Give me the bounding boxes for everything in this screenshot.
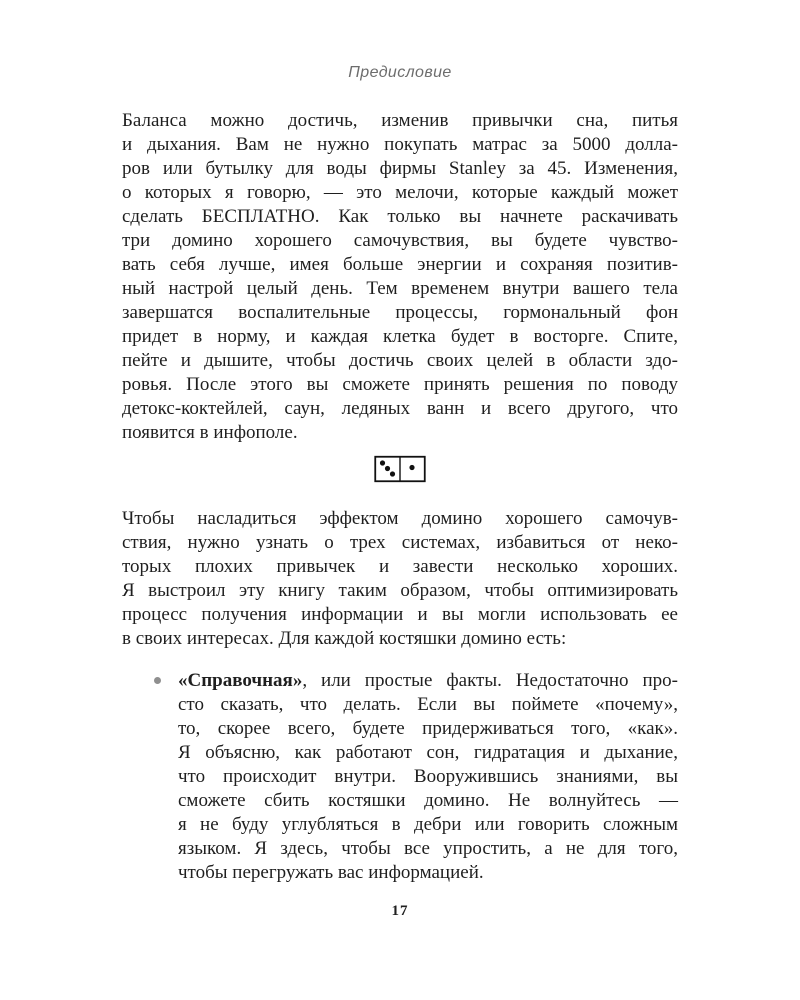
text-line: ный настрой целый день. Тем временем внутри вашего тела [122,278,678,299]
text-line: ровья. После этого вы сможете принять решения по поводу [122,374,678,395]
text-line: в своих интересах. Для каждой костяшки домино есть: [122,628,567,649]
text-line: сто сказать, что делать. Если вы поймете «почему», [178,694,678,715]
text-line: процесс получения информации и вы могли использовать ее [122,604,678,625]
section-divider [122,455,678,483]
text-line: сможете сбить костяшки домино. Не волнуйтесь — [178,790,678,811]
text-line [178,669,678,693]
text-line: Я выстроил эту книгу таким образом, чтобы оптимизировать [122,580,678,601]
body-paragraph [122,109,678,445]
text-line: Я объясню, как работают сон, гидратация и дыхание, [178,742,678,763]
chapter-title: Предисловие [348,64,452,81]
text-line: чтобы перегружать вас информацией. [178,862,484,883]
text-block [122,109,678,923]
text-line: я не буду углубляться в дебри или говорить сложным [178,814,678,835]
text-line: пейте и дышите, чтобы достичь своих целей в области здо- [122,350,678,371]
text-line: то, скорее всего, будете придерживаться того, «как». [178,718,678,739]
text-line: торых плохих привычек и завести несколько хороших. [122,556,678,577]
list-item-lead: «Справочная» [178,670,303,691]
text-line: ров или бутылку для воды фирмы Stanley за 45. Изменения, [122,158,678,179]
text-line: три домино хорошего самочувствия, вы будете чувство- [122,230,678,251]
text-line: Чтобы насладиться эффектом домино хорошего самочув- [122,508,678,529]
text-line: ствия, нужно узнать о трех системах, избавиться от неко- [122,532,678,553]
text-line: языком. Я здесь, чтобы все упростить, а не для того, [178,838,678,859]
text-line: о которых я говорю, — это мелочи, которые каждый может [122,182,678,203]
list-item [122,669,678,885]
bullet-icon [154,677,161,684]
page-number: 17 [391,903,409,919]
list-item-lead-rest: , или простые факты. Недостаточно про- [302,670,678,691]
text-line: что происходит внутри. Вооружившись знаниями, вы [178,766,678,787]
text-line: вать себя лучше, имея больше энергии и сохраняя позитив- [122,254,678,275]
text-line: сделать БЕСПЛАТНО. Как только вы начнете раскачивать [122,206,678,227]
text-line: придет в норму, и каждая клетка будет в восторге. Спите, [122,326,678,347]
text-line: завершатся воспалительные процессы, гормональный фон [122,302,678,323]
text-line: Баланса можно достичь, изменив привычки сна, питья [122,110,678,131]
text-line: и дыхания. Вам не нужно покупать матрас за 5000 долла- [122,134,678,155]
domino-icon [374,455,426,483]
list-item-body [178,693,678,885]
body-paragraph [122,507,678,651]
text-line: появится в инфополе. [122,422,298,443]
text-line: детокс-коктейлей, саун, ледяных ванн и всего другого, что [122,398,678,419]
list-item-text [178,669,678,885]
